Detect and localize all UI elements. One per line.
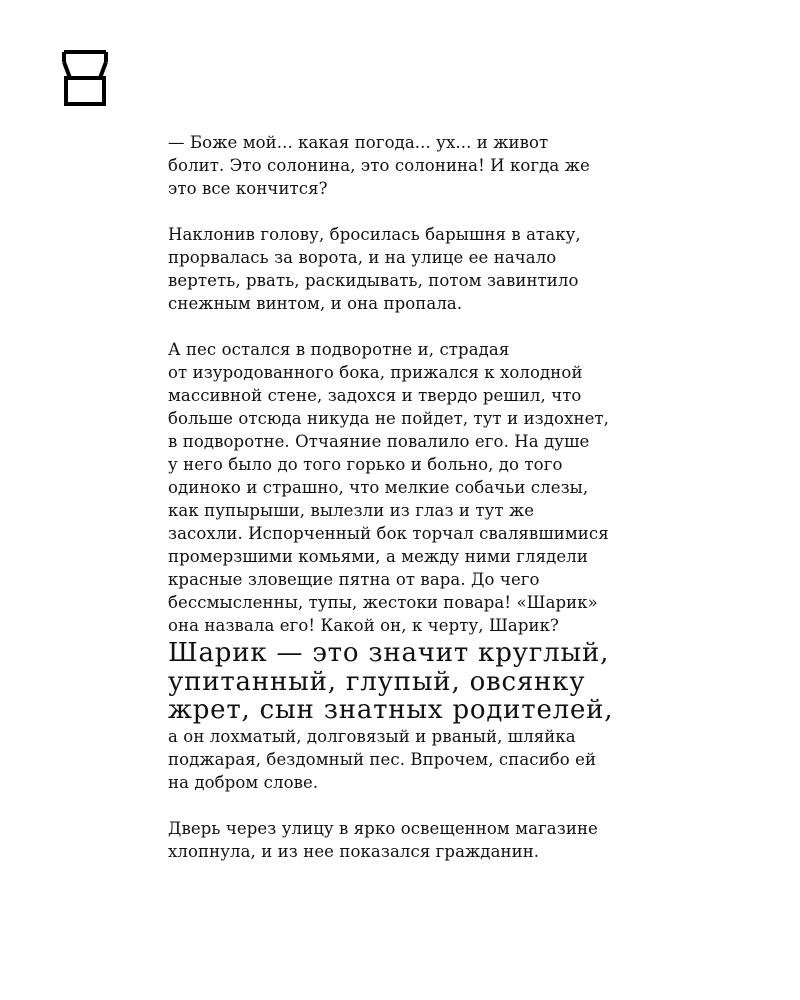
paragraph-2: Наклонив голову, бросилась барышня в атаку, прорвалась за ворота, и на улице ее начало вертеть, рвать, раскидывать, потом завинтило снежным винтом, и она пропала.	[168, 225, 581, 313]
paragraph-3-lead: А пес остался в подворотне и, страдая от изуродованного бока, прижался к холодной массивной стене, задохся и твердо решил, что больше отсюда никуда не пойдет, тут и издохнет, в подворотне. Отчаяние повалило его. На душе у него было до того горько и больно, до того одиноко и страшно, что мелкие собачьи слезы, как пупырыши, вылезли из глаз и тут же засохли. Испорченный бок торчал свалявшимися промерзшими комьями, а между ними глядели красные зловещие пятна от вара. До чего бессмысленны, тупы, жестоки повара! «Шарик» она назвала его! Какой он, к черту, Шарик?	[168, 340, 610, 635]
story-text	[168, 131, 708, 863]
paragraph-3-tail: а он лохматый, долговязый и рваный, шляйка поджарая, бездомный пес. Впрочем, спасибо ей на добром слове.	[168, 726, 597, 792]
paragraph-1: — Боже мой... какая погода... ух... и живот болит. Это солонина, это солонина! И когда же это все кончится?	[168, 133, 590, 198]
paragraph-3-emphasis: Шарик — это значит круглый, упитанный, глупый, овсянку жрет, сын знатных родителей,	[168, 638, 614, 725]
hourglass-logo-icon	[62, 50, 108, 106]
paragraph-4: Дверь через улицу в ярко освещенном магазине хлопнула, и из нее показался гражданин.	[168, 818, 598, 861]
